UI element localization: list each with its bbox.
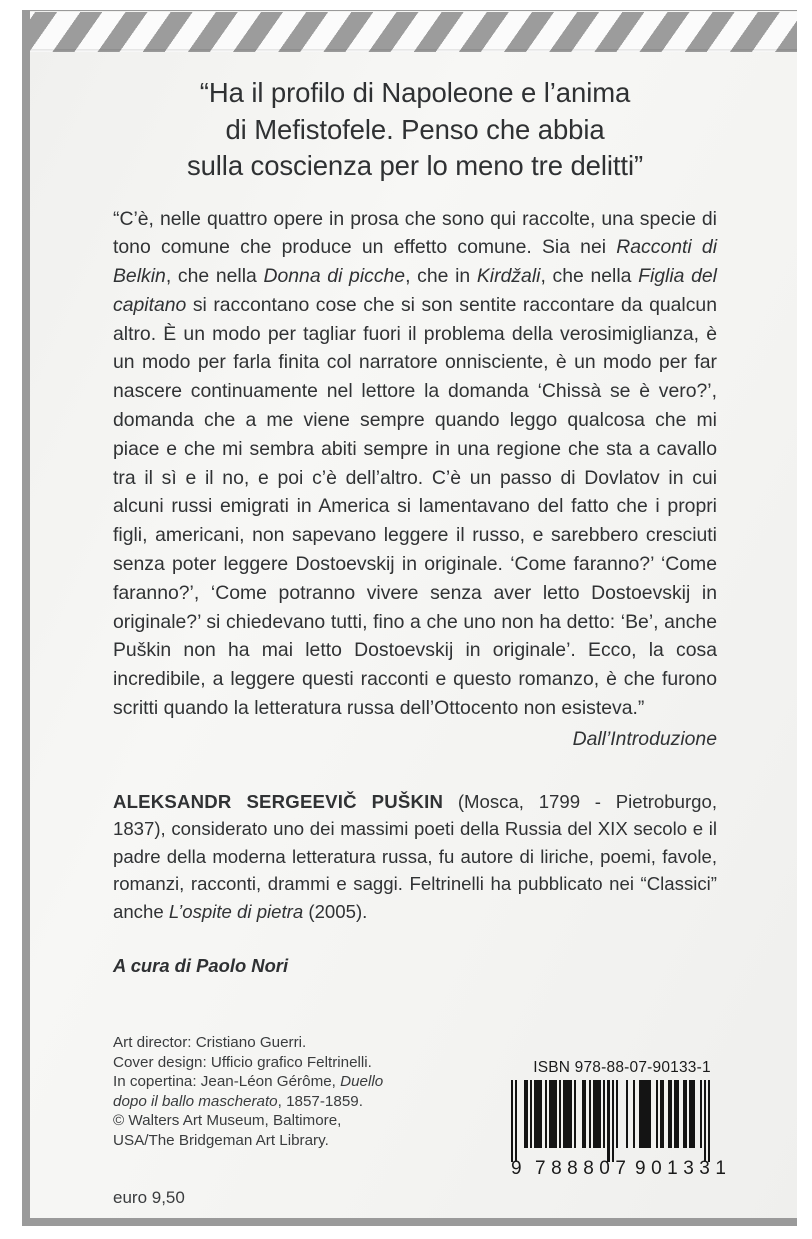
intro-text-part-2: , che nella [165, 265, 264, 288]
barcode-digits-left-group: 788807 [535, 1158, 632, 1179]
isbn-barcode-block [511, 1059, 732, 1184]
back-cover-sheet [30, 11, 797, 1218]
headline-line-1: “Ha il profilo di Napoleone e l’anima [199, 77, 631, 108]
colophon-artwork-prefix: In copertina: Jean-Léon Gérôme, [113, 1073, 341, 1091]
barcode-digits [511, 1158, 732, 1184]
colophon-copyright-line-2: USA/The Bridgeman Art Library. [113, 1131, 329, 1149]
colophon-artwork-title-part-1: Duello [340, 1073, 384, 1091]
intro-work-title-4: Figlia del capitano [113, 265, 717, 316]
cover-content-column [113, 75, 717, 977]
introduction-excerpt [113, 205, 717, 723]
intro-work-title-2: Donna di picche [263, 265, 406, 288]
intro-work-title-3: Kirdžali [476, 265, 541, 288]
barcode-bar [708, 1080, 710, 1162]
bio-text-part-1: (Mosca, 1799 - Pietroburgo, 1837), considerato uno dei massimi poeti della Russia del XIX secolo e il padre della moderna letteratura russa, fu autore di liriche, poemi, favole, romanzi, racconti, drammi e saggi. Feltrinelli ha pubblicato nei “Classici” anche [113, 790, 717, 922]
barcode-bar [549, 1080, 557, 1148]
colophon-art-director: Art director: Cristiano Guerri. [113, 1034, 307, 1051]
barcode-bar [593, 1080, 601, 1148]
colophon-artwork-title-part-2: dopo il ballo mascherato [113, 1092, 278, 1110]
intro-text-part-3: , che in [405, 265, 477, 288]
editor-credit: A cura di Paolo Nori [113, 955, 289, 977]
barcode-bars [511, 1080, 729, 1162]
bio-other-work-title: L’ospite di pietra [168, 900, 304, 922]
barcode-bar [534, 1080, 542, 1148]
headline-line-3: sulla coscienza per lo meno tre delitti” [186, 150, 644, 181]
bio-text-part-2: (2005). [303, 900, 368, 922]
intro-text-part-4: , che nella [540, 265, 639, 288]
intro-work-title-1: Racconti di Belkin [113, 236, 717, 288]
barcode-digit-lead: 9 [511, 1158, 523, 1179]
headline-line-2: di Mefistofele. Penso che abbia [225, 113, 605, 145]
colophon-cover-artwork-line-2 [113, 1092, 443, 1112]
diagonal-stripe-band [30, 12, 797, 52]
introduction-attribution: Dall’Introduzione [572, 727, 717, 750]
barcode-bar [639, 1080, 652, 1148]
author-name: ALEKSANDR SERGEEVIČ PUŠKIN [113, 790, 444, 812]
barcode-bar [563, 1080, 571, 1148]
price-label: euro 9,50 [113, 1188, 185, 1207]
author-biography [113, 788, 717, 926]
headline-pull-quote [113, 75, 717, 185]
colophon-artwork-date: , 1857-1859. [277, 1092, 363, 1110]
colophon-cover-artwork-line-1 [113, 1072, 443, 1092]
intro-text-part-1: “C’è, nelle quattro opere in prosa che sono qui raccolte, una specie di tono comune che produce un effetto comune. Sia nei [113, 207, 717, 259]
intro-text-part-5: si raccontano cose che si son sentite raccontare da qualcun altro. È un modo per tagliar fuori il problema della verosimiglianza, è un modo per farla finita col narratore onnisciente, è un modo per far nascere continuamente nel lettore la domanda ‘Chissà se è vero?’, domanda che a me viene sempre quando leggo qualcosa che mi piace e che mi sembra abiti sempre in una regione che sta a cavallo tra il sì e il no, e poi c’è dell’altro. C’è un passo di Dovlatov in cui alcuni russi emigrati in America si lamentavano del fatto che i propri figli, americani, non sapevano leggere il russo, e sarebbero cresciuti senza poter leggere Dostoevskij in originale. ‘Come faranno?’ ‘Come faranno?’, ‘Come potranno vivere senza aver letto Dostoevskij in originale?’ si chiedevano tutti, fino a che uno non ha detto: ‘Be’, anche Puškin non ha mai letto Dostoevskij in originale’. Ecco, la cosa incredibile, a leggere questi racconti e questo romanzo, è che furono scritti quando la letteratura russa dell’Ottocento non esisteva.” [113, 293, 717, 720]
colophon-cover-design: Cover design: Ufficio grafico Feltrinelli. [113, 1053, 372, 1071]
isbn-number-label: ISBN 978-88-07-90133-1 [533, 1059, 711, 1076]
colophon-credits [113, 1033, 443, 1151]
barcode-digits-right-group: 901331 [635, 1158, 732, 1179]
cover-footer-block [113, 1033, 732, 1218]
colophon-copyright-line-1: © Walters Art Museum, Baltimore, [113, 1112, 342, 1130]
stripe-band-shadow [30, 49, 797, 52]
barcode-space [618, 1080, 626, 1148]
